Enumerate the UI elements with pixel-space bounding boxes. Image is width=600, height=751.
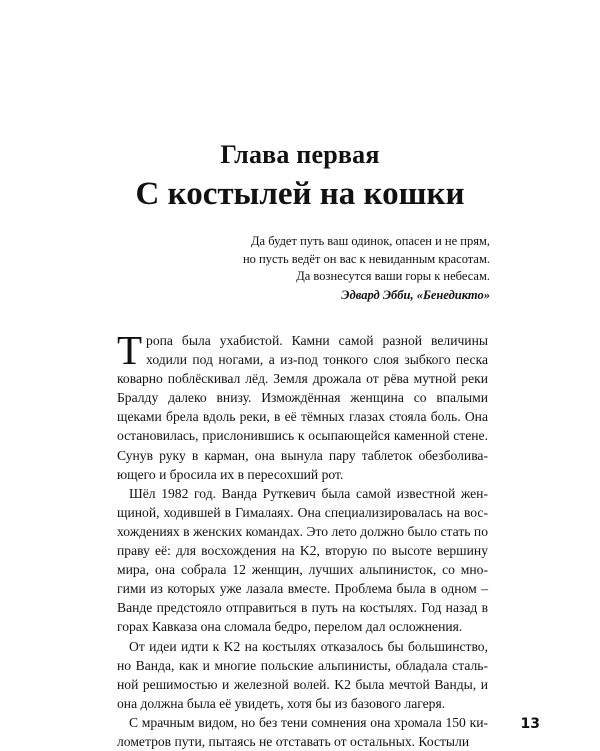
epigraph-line: Да будет путь ваш одинок, опасен и не прям, — [251, 234, 490, 248]
drop-cap: Т — [117, 327, 143, 373]
epigraph-line: Да вознесутся ваши горы к небесам. — [296, 269, 490, 283]
page-number: 13 — [520, 716, 540, 732]
paragraph — [117, 327, 488, 484]
chapter-title: С костылей на кошки — [135, 176, 465, 212]
body-text — [117, 327, 488, 751]
paragraph: От идеи идти к K2 на костылях отказалось бы большинство, но Ванда, как и многие польские альпинисты, обладала стальной решимостью и железной волей. K2 была мечтой Ванды, и она должна была её увидеть, хотя бы из базового лагеря. — [117, 638, 488, 711]
paragraph: Шёл 1982 год. Ванда Руткевич была самой известной женщиной, ходившей в Гималаях. Она специализировалась на восхождениях в женских командах. Это лето должно было стать по праву её: для восхождения на K2, вторую по высоте вершину мира, она собрала 12 женщин, лучших альпинисток, со многими из которых уже лазала вместе. Проблема была в одном – Ванде предстояло отправиться в путь на костылях. Год назад в горах Кавказа она сломала бедро, перелом дал осложнения. — [117, 485, 488, 635]
paragraph-text: ропа была ухабистой. Камни самой разной величины ходили под ногами, а из-под тонкого слоя зыбкого песка коварно поблёскивал лёд. Земля дрожала от рёва мутной реки Бралду далеко внизу. Измождённая женщина со впалыми щеками брела вдоль реки, в её тёмных глазах стояла боль. Она остановилась, прислонившись к осыпающейся каменной стене. Сунув руку в карман, она вынула пару таблеток обезболивающего и бросила их в пересохший рот. — [117, 333, 488, 482]
epigraph-attribution: Эдвард Эбби, «Бенедикто» — [341, 287, 490, 302]
epigraph-line: но пусть ведёт он вас к невиданным красотам. — [242, 251, 490, 266]
epigraph — [130, 233, 490, 304]
paragraph: С мрачным видом, но без тени сомнения она хромала 150 километров пути, пытаясь не отставать от остальных. Костыли — [117, 714, 488, 749]
chapter-label: Глава первая — [220, 140, 380, 169]
